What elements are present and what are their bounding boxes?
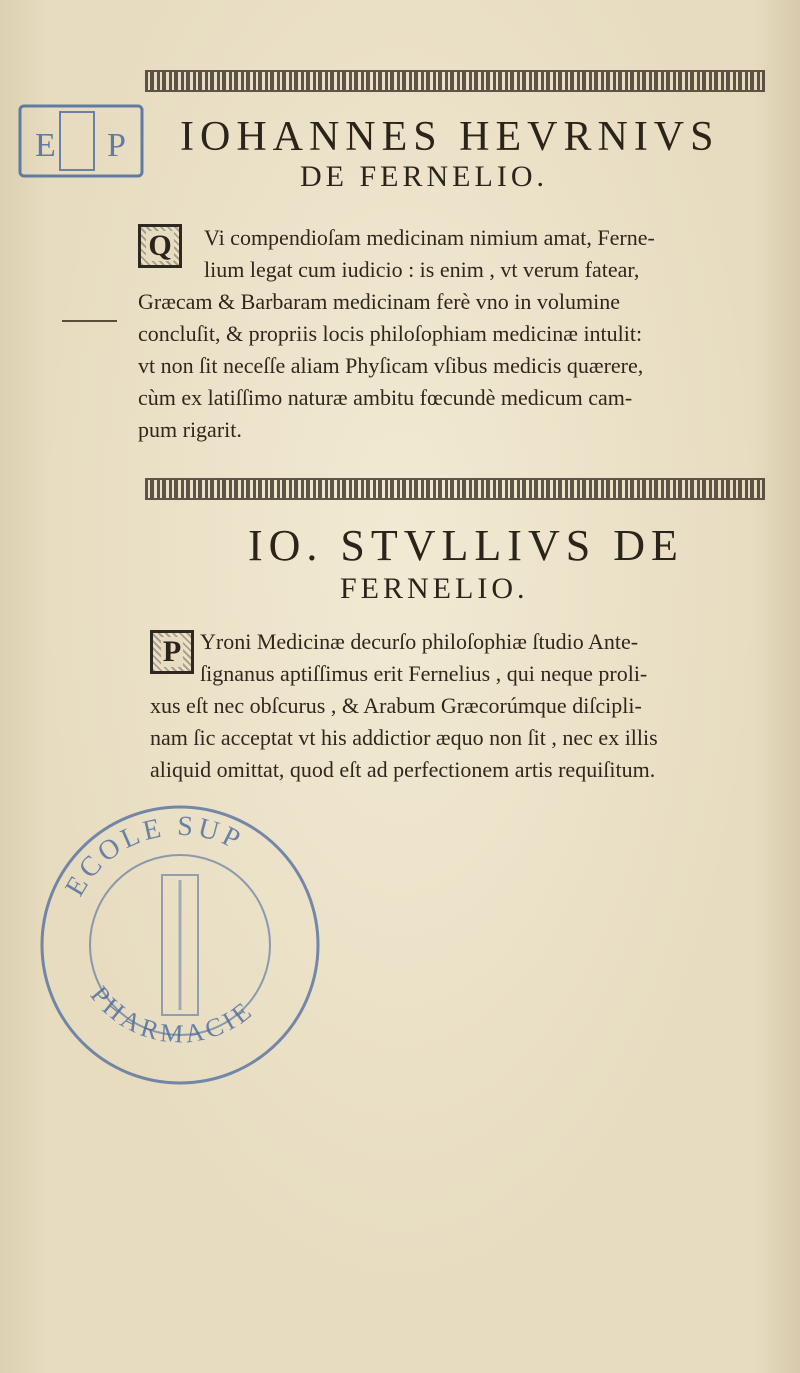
text-line: Vi compendioſam medicinam nimium amat, Ferne-	[204, 225, 655, 250]
svg-text:ECOLE SUP	[59, 811, 248, 902]
svg-text:P: P	[107, 127, 126, 164]
stamp-text-top: ECOLE SUP	[59, 810, 249, 902]
ornamental-band-top	[145, 70, 765, 92]
text-line: Yroni Medicinæ decurſo philoſophiæ ſtudio Ante-	[200, 629, 639, 654]
section2-paragraph	[150, 626, 770, 786]
initial-letter: Q	[148, 229, 172, 262]
library-stamp-round	[30, 795, 330, 1095]
text-line: aliquid omittat, quod eſt ad perfectionem artis requiſitum.	[150, 757, 656, 782]
text-line: Græcam & Barbaram medicinam ferè vno in volumine	[138, 289, 621, 314]
section1-subheading: DE FERNELIO.	[300, 160, 548, 193]
library-stamp-small	[15, 98, 155, 183]
svg-text:E: E	[35, 127, 56, 164]
text-line: xus eſt nec obſcurus , & Arabum Græcorúmque diſcipli-	[150, 693, 642, 718]
section1-paragraph	[138, 222, 768, 446]
text-line: nam ſic acceptat vt his addictior æquo non ſit , nec ex illis	[150, 725, 658, 750]
text-line: concluſit, & propriis locis philoſophiam medicinæ intulit:	[138, 321, 643, 346]
margin-mark	[62, 320, 117, 322]
section1-heading: IOHANNES HEVRNIVS	[180, 114, 720, 160]
ornamental-band-middle	[145, 478, 765, 500]
initial-letter: P	[162, 635, 182, 668]
stamp-text-bottom: PHARMACIE	[84, 980, 260, 1049]
text-line: cùm ex latiſſimo naturæ ambitu fœcundè medicum cam-	[138, 385, 633, 410]
text-line: lium legat cum iudicio : is enim , vt verum fatear,	[204, 257, 640, 282]
text-line: pum rigarit.	[138, 417, 242, 442]
text-line: vt non ſit neceſſe aliam Phyſicam vſibus medicis quærere,	[138, 353, 644, 378]
text-line: ſignanus aptiſſimus erit Fernelius , qui neque proli-	[200, 661, 648, 686]
section2-subheading: FERNELIO.	[340, 572, 529, 605]
section2-heading: IO. STVLLIVS DE	[248, 521, 684, 570]
